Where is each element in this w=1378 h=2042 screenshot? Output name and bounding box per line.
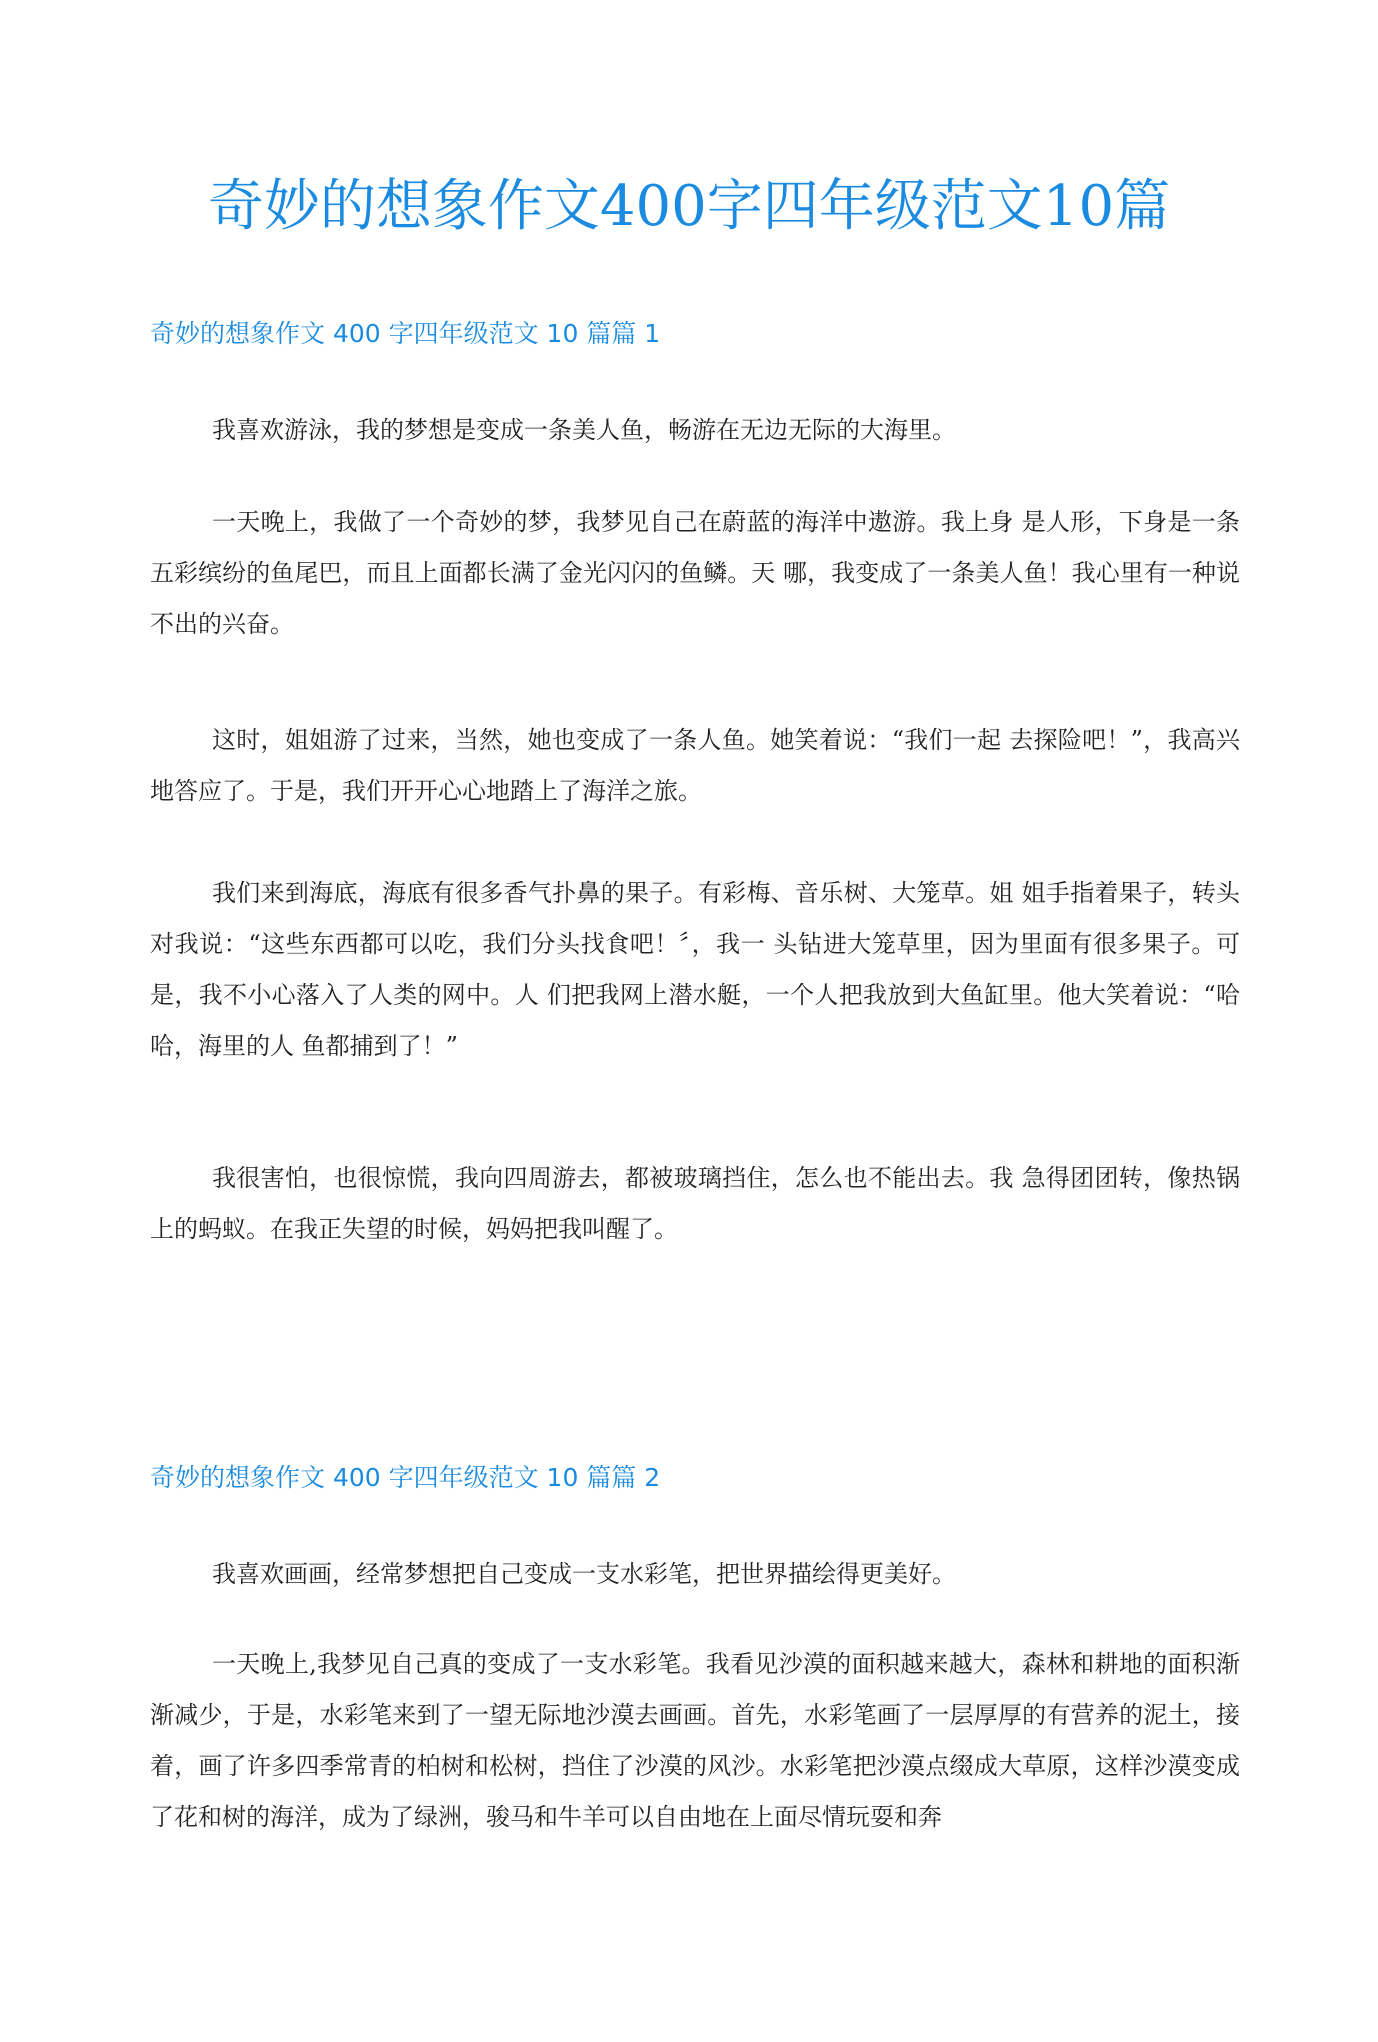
paragraph: 这时，姐姐游了过来，当然，她也变成了一条人鱼。她笑着说：“我们一起 去探险吧！”，我高兴地答应了。于是，我们开开心心地踏上了海洋之旅。	[150, 726, 1240, 805]
paragraph: 一天晚上,我梦见自己真的变成了一支水彩笔。我看见沙漠的面积越来越大，森林和耕地的面积渐渐减少，于是，水彩笔来到了一望无际地沙漠去画画。首先，水彩笔画了一层厚厚的有营养的泥土，接着，画了许多四季常青的柏树和松树，挡住了沙漠的风沙。水彩笔把沙漠点缀成大草原，这样沙漠变成了花和树的海洋，成为了绿洲，骏马和牛羊可以自由地在上面尽情玩耍和奔	[150, 1650, 1240, 1831]
paragraph: 我很害怕，也很惊慌，我向四周游去，都被玻璃挡住，怎么也不能出去。我 急得团团转，像热锅上的蚂蚁。在我正失望的时候，妈妈把我叫醒了。	[150, 1164, 1240, 1243]
paragraph: 我们来到海底，海底有很多香气扑鼻的果子。有彩梅、音乐树、大笼草。姐 姐手指着果子，转头对我说：“这些东西都可以吃，我们分头找食吧！〞，我一 头钻进大笼草里，因为里面有很多果子。可是，我不小心落入了人类的网中。人 们把我网上潜水艇，一个人把我放到大鱼缸里。他大笑着说：“哈哈，海里的人 鱼都捕到了！”	[150, 879, 1240, 1060]
paragraph: 一天晚上，我做了一个奇妙的梦，我梦见自己在蔚蓝的海洋中遨游。我上身 是人形，下身是一条五彩缤纷的鱼尾巴，而且上面都长满了金光闪闪的鱼鳞。天 哪，我变成了一条美人鱼！我心里有一种说不出的兴奋。	[150, 508, 1240, 638]
section-heading-2: 奇妙的想象作文 400 字四年级范文 10 篇篇 2	[150, 1463, 661, 1492]
section-heading-1: 奇妙的想象作文 400 字四年级范文 10 篇篇 1	[150, 319, 661, 348]
document-title: 奇妙的想象作文400字四年级范文10篇	[207, 174, 1171, 239]
paragraph: 我喜欢游泳，我的梦想是变成一条美人鱼，畅游在无边无际的大海里。	[212, 416, 956, 444]
paragraph: 我喜欢画画，经常梦想把自己变成一支水彩笔，把世界描绘得更美好。	[212, 1560, 956, 1588]
